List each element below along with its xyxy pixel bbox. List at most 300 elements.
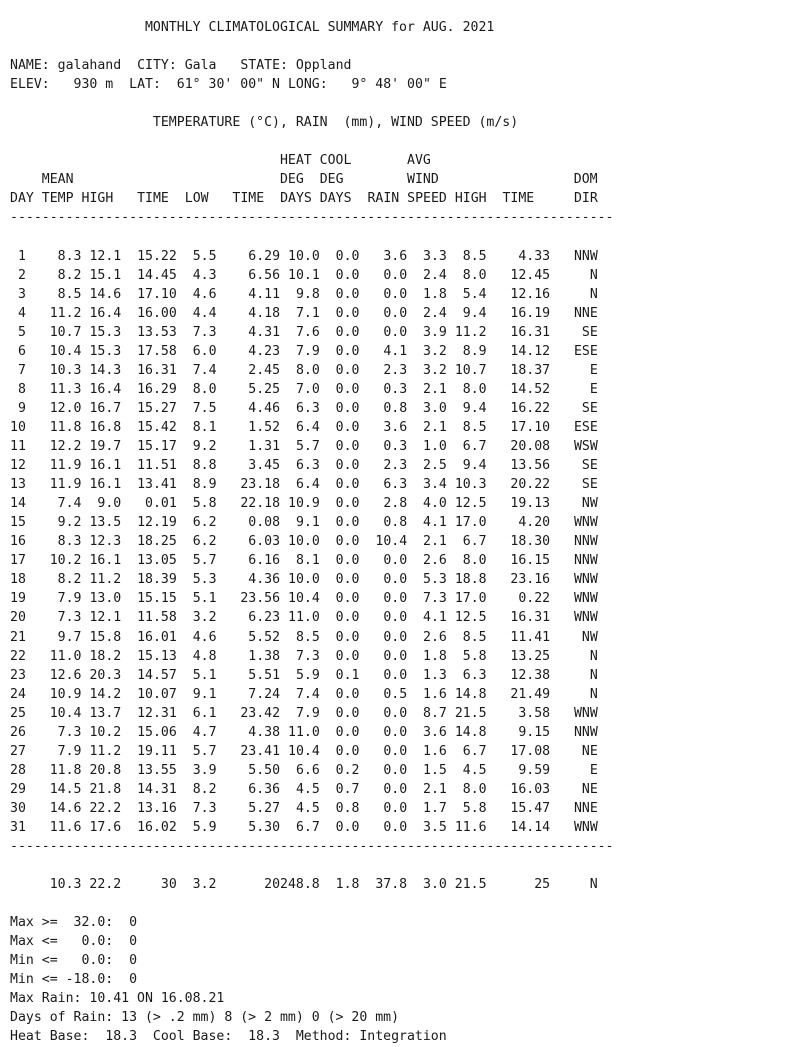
cell-high-wind: 12.5 xyxy=(454,496,487,512)
table-row xyxy=(10,608,613,627)
summary-high-wind-time: 25 xyxy=(534,877,551,893)
cell-mean-temp: 10.3 xyxy=(49,362,82,378)
cell-dom-dir: E xyxy=(589,762,598,778)
cell-rain: 0.0 xyxy=(383,324,408,340)
cell-cool-deg-days: 0.0 xyxy=(335,248,360,264)
cell-dom-dir: NNW xyxy=(573,248,598,264)
cell-low-temp: 4.6 xyxy=(192,629,217,645)
cell-heat-deg-days: 6.3 xyxy=(295,458,320,474)
cell-heat-deg-days: 6.6 xyxy=(295,762,320,778)
cell-low-temp: 6.2 xyxy=(192,534,217,550)
cell-rain: 0.8 xyxy=(383,515,408,531)
cell-day: 1 xyxy=(17,248,26,264)
cell-avg-wind-speed: 1.0 xyxy=(423,439,447,455)
cell-low-temp: 8.1 xyxy=(192,419,217,435)
cell-high-time: 18.25 xyxy=(137,534,177,550)
header-temp: TEMP xyxy=(41,191,74,207)
cell-high-wind-time: 20.22 xyxy=(510,477,551,493)
cell-high-time: 13.05 xyxy=(137,553,177,569)
cell-dom-dir: WNW xyxy=(573,515,598,531)
header-deg-heat: DEG xyxy=(279,172,304,188)
cell-low-temp: 5.3 xyxy=(192,572,217,588)
cell-heat-deg-days: 6.7 xyxy=(295,819,320,835)
cell-avg-wind-speed: 2.1 xyxy=(423,534,447,550)
header-rain: RAIN xyxy=(367,191,400,207)
long-value: 9° 48' 00" E xyxy=(351,77,447,93)
cell-high-temp: 9.0 xyxy=(97,496,122,512)
cell-rain: 0.0 xyxy=(383,743,408,759)
cell-heat-deg-days: 10.4 xyxy=(288,743,320,759)
cell-heat-deg-days: 7.1 xyxy=(295,305,320,321)
cell-cool-deg-days: 0.0 xyxy=(335,705,360,721)
cell-high-wind: 17.0 xyxy=(454,515,487,531)
cell-high-wind-time: 13.56 xyxy=(510,458,551,474)
cell-mean-temp: 10.4 xyxy=(49,343,82,359)
cell-day: 4 xyxy=(17,305,26,321)
table-row xyxy=(10,475,613,494)
cell-dom-dir: ESE xyxy=(573,343,598,359)
cell-high-wind-time: 14.12 xyxy=(510,343,551,359)
blank-line xyxy=(10,132,613,151)
cell-high-wind-time: 12.16 xyxy=(510,286,551,302)
cell-day: 22 xyxy=(10,648,26,664)
header-low: LOW xyxy=(184,191,209,207)
cell-high-wind-time: 3.58 xyxy=(518,705,551,721)
cell-cool-deg-days: 0.0 xyxy=(335,534,360,550)
cell-high-temp: 21.8 xyxy=(89,781,122,797)
header-time: TIME xyxy=(137,191,169,207)
cell-heat-deg-days: 11.0 xyxy=(288,610,320,626)
header-time: TIME xyxy=(502,191,535,207)
cell-heat-deg-days: 4.5 xyxy=(295,800,320,816)
cell-avg-wind-speed: 2.4 xyxy=(423,305,447,321)
cell-day: 26 xyxy=(10,724,26,740)
cell-cool-deg-days: 0.0 xyxy=(335,743,360,759)
cell-high-temp: 19.7 xyxy=(89,439,122,455)
cell-low-time: 5.50 xyxy=(248,762,281,778)
cell-day: 23 xyxy=(10,667,26,683)
cell-low-time: 23.18 xyxy=(240,477,281,493)
table-row xyxy=(10,742,613,761)
cell-high-temp: 12.3 xyxy=(89,534,122,550)
cell-high-time: 15.15 xyxy=(137,591,177,607)
cell-cool-deg-days: 0.0 xyxy=(335,439,360,455)
cell-rain: 10.4 xyxy=(375,534,408,550)
cell-cool-deg-days: 0.8 xyxy=(335,800,360,816)
cell-mean-temp: 8.3 xyxy=(57,248,82,264)
name-label: NAME: xyxy=(10,58,50,74)
cell-low-temp: 6.1 xyxy=(192,705,217,721)
cell-rain: 2.8 xyxy=(383,496,408,512)
cell-low-temp: 5.5 xyxy=(192,248,217,264)
cell-day: 2 xyxy=(17,267,26,283)
cell-low-temp: 4.3 xyxy=(192,267,217,283)
cell-low-time: 6.23 xyxy=(248,610,281,626)
blank-line xyxy=(10,894,613,913)
cell-mean-temp: 14.6 xyxy=(49,800,82,816)
units-text: TEMPERATURE (°C), RAIN (mm), WIND SPEED (m/s) xyxy=(152,115,519,131)
cell-dom-dir: E xyxy=(589,381,598,397)
table-row xyxy=(10,342,613,361)
cell-high-time: 13.53 xyxy=(137,324,177,340)
cell-cool-deg-days: 0.0 xyxy=(335,515,360,531)
cell-avg-wind-speed: 2.6 xyxy=(423,629,447,645)
report-title-text: MONTHLY CLIMATOLOGICAL SUMMARY for AUG. 2021 xyxy=(144,20,495,35)
summary-low-time: 20 xyxy=(264,877,281,893)
cell-dom-dir: WSW xyxy=(573,439,598,455)
cell-high-time: 19.11 xyxy=(137,743,177,759)
state-value: Oppland xyxy=(295,58,352,74)
cell-mean-temp: 11.9 xyxy=(49,477,82,493)
cell-high-temp: 14.6 xyxy=(89,286,122,302)
cell-low-time: 5.30 xyxy=(248,819,281,835)
cell-rain: 0.0 xyxy=(383,553,408,569)
cell-high-wind-time: 16.03 xyxy=(510,781,551,797)
cell-high-wind: 6.7 xyxy=(462,534,487,550)
cell-cool-deg-days: 0.0 xyxy=(335,819,360,835)
header-heat: HEAT xyxy=(279,153,312,169)
cell-rain: 0.0 xyxy=(383,724,408,740)
cell-low-time: 4.36 xyxy=(248,572,281,588)
cell-high-wind: 4.5 xyxy=(462,762,487,778)
cell-high-temp: 16.4 xyxy=(89,381,122,397)
cell-high-wind: 9.4 xyxy=(462,400,487,416)
cell-rain: 2.3 xyxy=(383,458,408,474)
cell-high-wind: 5.4 xyxy=(462,286,487,302)
cell-cool-deg-days: 0.0 xyxy=(335,686,360,702)
table-row xyxy=(10,647,613,666)
cell-day: 15 xyxy=(10,515,26,531)
cell-low-temp: 3.2 xyxy=(192,610,217,626)
table-row xyxy=(10,323,613,342)
footer-line xyxy=(10,1008,613,1027)
cell-high-wind-time: 9.59 xyxy=(518,762,551,778)
table-row xyxy=(10,761,613,780)
cell-heat-deg-days: 7.6 xyxy=(295,324,320,340)
cell-dom-dir: SE xyxy=(581,400,598,416)
cell-high-time: 14.45 xyxy=(137,267,177,283)
cell-high-wind: 11.6 xyxy=(454,819,487,835)
cell-cool-deg-days: 0.0 xyxy=(335,362,360,378)
cell-high-wind: 8.0 xyxy=(462,267,487,283)
cell-rain: 0.0 xyxy=(383,267,408,283)
table-row xyxy=(10,666,613,685)
footer-text: Days of Rain: 13 (> .2 mm) 8 (> 2 mm) 0 (> 20 mm) xyxy=(10,1010,400,1026)
cell-high-temp: 11.2 xyxy=(89,743,122,759)
cell-high-temp: 16.1 xyxy=(89,477,122,493)
cell-dom-dir: SE xyxy=(581,458,598,474)
cell-dom-dir: N xyxy=(589,286,598,302)
cell-dom-dir: N xyxy=(589,667,598,683)
table-row xyxy=(10,818,613,837)
cell-mean-temp: 11.8 xyxy=(49,419,82,435)
cell-cool-deg-days: 0.0 xyxy=(335,343,360,359)
cell-high-wind: 9.4 xyxy=(462,458,487,474)
header-deg-cool: DEG xyxy=(319,172,344,188)
cell-rain: 0.0 xyxy=(383,800,408,816)
table-row xyxy=(10,456,613,475)
cell-cool-deg-days: 0.0 xyxy=(335,267,360,283)
blank-line xyxy=(10,37,613,56)
cell-dom-dir: N xyxy=(589,686,598,702)
cell-rain: 3.6 xyxy=(383,419,408,435)
cell-heat-deg-days: 8.5 xyxy=(295,629,320,645)
cell-day: 5 xyxy=(17,324,26,340)
cell-mean-temp: 7.4 xyxy=(57,496,82,512)
header-speed: SPEED xyxy=(407,191,447,207)
cell-day: 14 xyxy=(10,496,26,512)
header-days: DAYS xyxy=(319,191,352,207)
cell-high-temp: 17.6 xyxy=(89,819,122,835)
cell-dom-dir: NE xyxy=(581,781,598,797)
cell-rain: 0.0 xyxy=(383,667,408,683)
cell-mean-temp: 14.5 xyxy=(49,781,82,797)
cell-high-wind: 5.8 xyxy=(462,648,487,664)
table-row xyxy=(10,399,613,418)
cell-day: 8 xyxy=(17,381,26,397)
cell-avg-wind-speed: 1.8 xyxy=(423,648,447,664)
cell-high-wind-time: 16.15 xyxy=(510,553,551,569)
cell-high-temp: 12.1 xyxy=(89,610,122,626)
column-header-row-2 xyxy=(10,170,613,189)
cell-day: 19 xyxy=(10,591,26,607)
cell-low-temp: 8.8 xyxy=(192,458,217,474)
cell-high-wind-time: 17.10 xyxy=(510,419,551,435)
cell-low-time: 6.56 xyxy=(248,267,281,283)
cell-rain: 6.3 xyxy=(383,477,408,493)
cell-dom-dir: NW xyxy=(581,496,598,512)
cell-cool-deg-days: 0.0 xyxy=(335,591,360,607)
cell-dom-dir: NNW xyxy=(573,553,598,569)
cell-high-wind: 11.2 xyxy=(454,324,487,340)
cell-high-wind-time: 16.31 xyxy=(510,324,551,340)
cell-high-wind: 8.0 xyxy=(462,781,487,797)
cell-low-temp: 6.2 xyxy=(192,515,217,531)
table-row xyxy=(10,437,613,456)
cell-high-wind-time: 21.49 xyxy=(510,686,551,702)
cell-high-temp: 12.1 xyxy=(89,248,122,264)
cell-high-wind-time: 23.16 xyxy=(510,572,551,588)
cell-high-wind-time: 12.45 xyxy=(510,267,551,283)
cell-rain: 0.0 xyxy=(383,819,408,835)
lat-value: 61° 30' 00" N xyxy=(176,77,280,93)
cell-avg-wind-speed: 1.3 xyxy=(423,667,447,683)
cell-rain: 0.0 xyxy=(383,629,408,645)
cell-cool-deg-days: 0.0 xyxy=(335,610,360,626)
cell-avg-wind-speed: 3.2 xyxy=(423,343,447,359)
cell-dom-dir: NNW xyxy=(573,534,598,550)
summary-high-wind: 21.5 xyxy=(454,877,487,893)
cell-avg-wind-speed: 4.1 xyxy=(423,515,447,531)
cell-high-time: 15.17 xyxy=(137,439,177,455)
cell-low-time: 6.16 xyxy=(248,553,281,569)
summary-heat-deg-days: 248.8 xyxy=(280,877,320,893)
cell-low-time: 7.24 xyxy=(248,686,281,702)
cell-avg-wind-speed: 8.7 xyxy=(423,705,447,721)
table-row xyxy=(10,570,613,589)
cell-low-temp: 6.0 xyxy=(192,343,217,359)
cell-avg-wind-speed: 1.8 xyxy=(423,286,447,302)
cell-avg-wind-speed: 2.1 xyxy=(423,781,447,797)
cell-high-temp: 14.3 xyxy=(89,362,122,378)
cell-mean-temp: 11.0 xyxy=(49,648,82,664)
cell-dom-dir: SE xyxy=(581,477,598,493)
footer-text: Min <= -18.0: 0 xyxy=(10,972,138,988)
cell-rain: 3.6 xyxy=(383,248,408,264)
cell-high-temp: 10.2 xyxy=(89,724,122,740)
cell-day: 31 xyxy=(10,819,26,835)
cell-mean-temp: 10.4 xyxy=(49,705,82,721)
cell-mean-temp: 12.0 xyxy=(49,400,82,416)
cell-cool-deg-days: 0.0 xyxy=(335,496,360,512)
cell-dom-dir: NNW xyxy=(573,724,598,740)
cell-low-temp: 5.1 xyxy=(192,667,217,683)
cell-rain: 2.3 xyxy=(383,362,408,378)
cell-high-time: 14.31 xyxy=(137,781,177,797)
cell-high-time: 10.07 xyxy=(137,686,177,702)
summary-avg-wind-speed: 3.0 xyxy=(423,877,447,893)
cell-high-wind-time: 4.33 xyxy=(518,248,551,264)
cell-high-time: 16.02 xyxy=(137,819,177,835)
cell-high-wind-time: 19.13 xyxy=(510,496,551,512)
cell-high-time: 17.10 xyxy=(137,286,177,302)
cell-high-wind: 5.8 xyxy=(462,800,487,816)
cell-high-temp: 16.8 xyxy=(89,419,122,435)
cell-dom-dir: NNE xyxy=(573,305,598,321)
cell-avg-wind-speed: 2.5 xyxy=(423,458,447,474)
cell-high-wind: 8.9 xyxy=(462,343,487,359)
table-row xyxy=(10,723,613,742)
table-row xyxy=(10,799,613,818)
cell-day: 28 xyxy=(10,762,26,778)
cell-rain: 0.5 xyxy=(383,686,408,702)
cell-rain: 0.0 xyxy=(383,591,408,607)
header-dom: DOM xyxy=(573,172,598,188)
cell-day: 9 xyxy=(17,400,26,416)
cell-avg-wind-speed: 3.3 xyxy=(423,248,447,264)
cell-mean-temp: 7.3 xyxy=(57,724,82,740)
cell-rain: 0.0 xyxy=(383,781,408,797)
cell-high-wind: 10.7 xyxy=(454,362,487,378)
cell-cool-deg-days: 0.1 xyxy=(335,667,360,683)
cell-high-time: 13.55 xyxy=(137,762,177,778)
footer-line xyxy=(10,1027,613,1046)
cell-dom-dir: WNW xyxy=(573,705,598,721)
cell-heat-deg-days: 11.0 xyxy=(288,724,320,740)
cell-high-wind-time: 16.19 xyxy=(510,305,551,321)
city-value: Gala xyxy=(184,58,217,74)
cell-high-time: 14.57 xyxy=(137,667,177,683)
cell-high-temp: 14.2 xyxy=(89,686,122,702)
cell-low-time: 23.56 xyxy=(240,591,281,607)
cell-avg-wind-speed: 2.1 xyxy=(423,419,447,435)
long-label: LONG: xyxy=(287,77,328,93)
cell-heat-deg-days: 10.0 xyxy=(288,248,320,264)
cell-rain: 0.0 xyxy=(383,305,408,321)
cell-mean-temp: 8.2 xyxy=(57,267,82,283)
summary-row xyxy=(10,875,613,894)
cell-cool-deg-days: 0.0 xyxy=(335,458,360,474)
cell-high-temp: 11.2 xyxy=(89,572,122,588)
cell-mean-temp: 11.9 xyxy=(49,458,82,474)
cell-heat-deg-days: 7.3 xyxy=(295,648,320,664)
table-row xyxy=(10,513,613,532)
cell-high-wind-time: 17.08 xyxy=(510,743,551,759)
cell-low-time: 5.27 xyxy=(248,800,281,816)
summary-high-temp: 22.2 xyxy=(89,877,122,893)
cell-mean-temp: 7.9 xyxy=(57,591,82,607)
cell-day: 30 xyxy=(10,800,26,816)
footer-line xyxy=(10,970,613,989)
footer-text: Max <= 0.0: 0 xyxy=(10,934,138,950)
cell-high-wind-time: 20.08 xyxy=(510,439,551,455)
cell-avg-wind-speed: 1.5 xyxy=(423,762,447,778)
cell-high-temp: 15.1 xyxy=(89,267,122,283)
summary-high-time: 30 xyxy=(160,877,177,893)
cell-low-temp: 8.9 xyxy=(192,477,217,493)
cell-cool-deg-days: 0.0 xyxy=(335,419,360,435)
cell-avg-wind-speed: 3.4 xyxy=(423,477,447,493)
report-title xyxy=(10,18,613,37)
cell-mean-temp: 11.3 xyxy=(49,381,82,397)
cell-rain: 0.0 xyxy=(383,286,408,302)
cell-dom-dir: WNW xyxy=(573,610,598,626)
cell-high-wind-time: 13.25 xyxy=(510,648,551,664)
cell-cool-deg-days: 0.0 xyxy=(335,477,360,493)
cell-high-wind: 6.7 xyxy=(462,439,487,455)
table-row xyxy=(10,704,613,723)
cell-low-temp: 7.4 xyxy=(192,362,217,378)
cell-high-wind: 12.5 xyxy=(454,610,487,626)
cell-dom-dir: NNE xyxy=(573,800,598,816)
cell-low-time: 1.52 xyxy=(248,419,281,435)
summary-rain: 37.8 xyxy=(375,877,408,893)
cell-mean-temp: 12.2 xyxy=(49,439,82,455)
cell-high-wind-time: 4.20 xyxy=(518,515,551,531)
cell-low-temp: 9.1 xyxy=(192,686,217,702)
blank-line xyxy=(10,856,613,875)
cell-high-temp: 18.2 xyxy=(89,648,122,664)
table-row xyxy=(10,266,613,285)
cell-low-time: 3.45 xyxy=(248,458,281,474)
cell-high-wind: 10.3 xyxy=(454,477,487,493)
cell-day: 12 xyxy=(10,458,26,474)
cell-high-time: 16.31 xyxy=(137,362,177,378)
cell-dom-dir: NW xyxy=(581,629,598,645)
cell-heat-deg-days: 4.5 xyxy=(295,781,320,797)
cell-rain: 0.3 xyxy=(383,439,408,455)
station-name: galahand xyxy=(57,58,122,74)
cell-avg-wind-speed: 2.6 xyxy=(423,553,447,569)
cell-day: 20 xyxy=(10,610,26,626)
cell-high-time: 17.58 xyxy=(137,343,177,359)
cell-cool-deg-days: 0.0 xyxy=(335,324,360,340)
header-dir: DIR xyxy=(573,191,598,207)
cell-high-time: 11.51 xyxy=(137,458,177,474)
cell-low-temp: 4.7 xyxy=(192,724,217,740)
cell-high-time: 16.00 xyxy=(137,305,177,321)
cell-mean-temp: 11.2 xyxy=(49,305,82,321)
table-row xyxy=(10,285,613,304)
cell-heat-deg-days: 10.4 xyxy=(288,591,320,607)
cell-mean-temp: 10.2 xyxy=(49,553,82,569)
cell-high-wind: 17.0 xyxy=(454,591,487,607)
cell-high-time: 15.42 xyxy=(137,419,177,435)
cell-low-time: 4.18 xyxy=(248,305,281,321)
cell-heat-deg-days: 10.0 xyxy=(288,572,320,588)
cell-high-wind-time: 16.31 xyxy=(510,610,551,626)
cell-high-wind-time: 18.37 xyxy=(510,362,551,378)
